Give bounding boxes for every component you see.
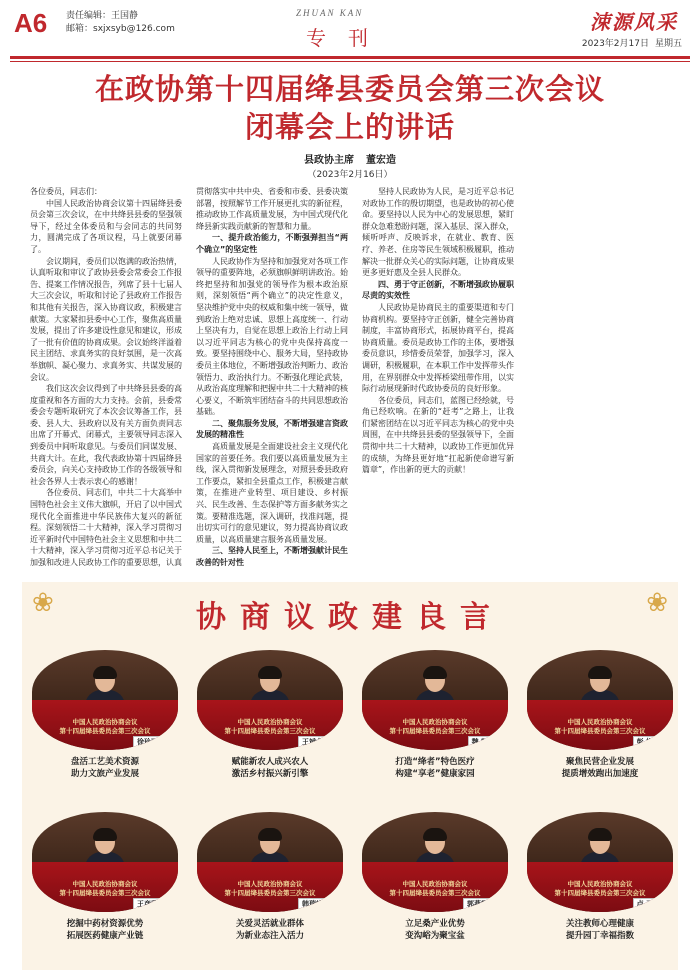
name-tag: 郭燕霞 xyxy=(463,898,492,910)
section-heading: 二、聚焦服务发展，不断增强建言资政发展的精准性 xyxy=(196,418,348,440)
name-tag: 彭 根 xyxy=(633,736,657,748)
article-paragraph: 人民政协作为坚持和加强党对各项工作领导的重要阵地，必须旗帜鲜明讲政治。始终把坚持和加强党的领导作为根本政治原则，深刻领悟“两个确立”的决定性意义，坚决维护党中央的权威和集中统一领导，做到政治上绝对忠诚、思想上高度统一、行动上坚决有力，自觉在思想上政治上行动上同以习近平同志为核心的党中央保持高度一致。要坚持围绕中心、服务大局，坚持政协委员主体地位，不断增强政治判断力、政治领悟力、政治执行力。不断强化理论武装，从政治高度理解和把握中共二十大精神的核心要义，不断筑牢团结奋斗的共同思想政治基础。 xyxy=(196,256,348,417)
delegate-caption: 打造“绛者”特色医疗 构建“享老”健康家园 xyxy=(395,757,475,779)
email-line: 邮箱：sxjxsyb@126.com xyxy=(66,24,175,34)
name-tag: 韩瑞峰 xyxy=(298,898,327,910)
page-number: A6 xyxy=(14,8,48,38)
editor-line: 责任编辑：王国静 xyxy=(66,11,139,21)
podium-banner-text: 中国人民政治协商会议 第十四届绛县委员会第三次会议 xyxy=(554,880,646,897)
delegate-photo xyxy=(362,650,508,750)
flower-ornament-icon: ❀ xyxy=(32,588,54,618)
name-tag: 王彦欣 xyxy=(133,898,162,910)
masthead-logo: 涑源风采 xyxy=(590,10,678,34)
article-body xyxy=(30,186,680,578)
podium-banner-text: 中国人民政治协商会议 第十四届绛县委员会第三次会议 xyxy=(224,880,316,897)
author-org: 县政协主席 xyxy=(304,155,354,166)
article-paragraph: 各位委员、同志们，中共二十大高举中国特色社会主义伟大旗帜，开启了以中国式现代化全面推进中华民族伟大复兴的新征程。深刻领悟二十大精神，深入学习贯彻习近平新时代中国特色社会主义思想和中共二十大精神，深入学习贯彻习近平总书记关于加强和改进人民政协工作的重要思想，认真贯彻落实中共中央、省委和市委、县委决策部署，按照解节工作开展更扎实的新征程，推动政协工作高质量发展，为中国式现代化绛县新实践贡献新的智慧和力量。 xyxy=(30,187,348,567)
section-heading: 一、提升政治能力，不断强弹担当“两个确立”的坚定性 xyxy=(196,233,348,254)
issue-weekday: 星期五 xyxy=(654,39,682,49)
delegate-card xyxy=(32,812,178,942)
header-rule xyxy=(10,56,690,59)
delegate-card xyxy=(197,650,343,780)
headline-line-1: 在政协第十四届绛县委员会第三次会议 xyxy=(94,72,605,106)
delegate-photo xyxy=(197,812,343,912)
issue-date: 2023年2月17日 xyxy=(581,39,649,49)
headline-line-2: 闭幕会上的讲话 xyxy=(244,110,455,144)
delegate-card xyxy=(32,650,178,780)
name-tag: 魏 魁 xyxy=(468,736,492,748)
delegate-photo xyxy=(362,812,508,912)
section-heading: 三、坚持人民至上，不断增强献计民生改善的针对性 xyxy=(196,546,348,567)
delegate-card xyxy=(527,650,673,780)
article-paragraph: 各位委员，同志们，蓝图已经绘就，号角已经吹响。在新的“赶考”之路上，让我们紧密团结在以习近平同志为核心的党中央周围，在中共绛县县委的坚强领导下，全面贯彻中共二十大精神，以政协工作更加优异的成绩，为绛县更好地“扛起新使命谱写新篇章”，作出新的更大的贡献！ xyxy=(362,395,514,475)
delegate-photo xyxy=(32,812,178,912)
article-paragraph: 各位委员，同志们： xyxy=(30,187,102,196)
delegate-caption: 关爱灵活就业群体 为新业态注入活力 xyxy=(235,919,304,941)
podium-banner-text: 中国人民政治协商会议 第十四届绛县委员会第三次会议 xyxy=(59,718,151,735)
delegate-caption: 挖掘中药材资源优势 拓展医药健康产业链 xyxy=(66,919,144,941)
delegate-card xyxy=(527,812,673,942)
delegate-photo xyxy=(527,650,673,750)
delegate-caption: 聚焦民营企业发展 提质增效跑出加速度 xyxy=(561,757,639,779)
author-name: 董宏造 xyxy=(366,155,396,166)
podium-banner-text: 中国人民政治协商会议 第十四届绛县委员会第三次会议 xyxy=(59,880,151,897)
flower-ornament-icon: ❀ xyxy=(646,588,668,618)
delegate-card xyxy=(362,812,508,942)
delegate-card xyxy=(197,812,343,942)
section-pinyin: ZHUAN KAN xyxy=(296,8,364,18)
page-header xyxy=(0,0,700,62)
podium-banner-text: 中国人民政治协商会议 第十四届绛县委员会第三次会议 xyxy=(554,718,646,735)
podium-banner-text: 中国人民政治协商会议 第十四届绛县委员会第三次会议 xyxy=(389,718,481,735)
author-byline xyxy=(0,151,700,166)
speech-date: （2023年2月16日） xyxy=(307,170,393,180)
delegate-photo xyxy=(197,650,343,750)
delegate-caption: 盘活工艺美术资源 助力文旅产业发展 xyxy=(70,757,139,779)
delegate-caption: 关注教师心理健康 提升园丁幸福指数 xyxy=(565,919,634,941)
delegate-photo xyxy=(32,650,178,750)
article-paragraph: 坚持人民政协为人民，是习近平总书记对政协工作的殷切期望，也是政协的初心使命。要坚持以人民为中心的发展思想，紧盯群众急难愁盼问题，深入基层、深入群众，倾听呼声、反映诉求，在就业、教育、医疗、养老、住房等民生领域积极履职，推动解决一批群众关心的实际问题，让协商成果更多更好惠及全县人民群众。 xyxy=(362,187,514,278)
delegate-card xyxy=(362,650,508,780)
article-paragraph: 中国人民政治协商会议第十四届绛县委员会第三次会议，在中共绛县县委的坚强领导下，经过全体委员和与会同志的共同努力，圆满完成了各项议程，马上就要闭幕了。 xyxy=(30,198,182,254)
name-tag: 徐玲丽 xyxy=(133,736,162,748)
editor-info xyxy=(66,10,175,36)
section-heading: 四、勇于守正创新，不断增强政协履职尽责的实效性 xyxy=(362,279,514,301)
feature-title: 协商议政建良言 xyxy=(196,600,504,635)
delegate-photo xyxy=(527,812,673,912)
delegate-caption: 立足桑产业优势 变沟峪为聚宝盆 xyxy=(405,919,465,941)
feature-section xyxy=(22,582,678,970)
podium-banner-text: 中国人民政治协商会议 第十四届绛县委员会第三次会议 xyxy=(224,718,316,735)
article-paragraph: 高质量发展是全面建设社会主义现代化国家的首要任务。我们要以高质量发展为主线，深入贯彻新发展理念，对照县委县政府工作要点，紧扣全县重点工作，积极建言献策，在推进产业转型、项目建设、乡村振兴、民生改善、生态保护等方面多献务实之策。要精准选题，深入调研，找准问题，提出切实可行的意见建议，努力提高协商议政质量，以高质量建言服务高质量发展。 xyxy=(196,442,348,544)
name-tag: 王斌龙 xyxy=(298,736,327,748)
article-paragraph: 人民政协是协商民主的重要渠道和专门协商机构。要坚持守正创新，健全完善协商制度，丰富协商形式，拓展协商平台，提高协商质量。委员是政协工作的主体，要增强委员意识，珍惜委员荣誉，加强学习，深入调研，积极履职，在本职工作中发挥带头作用，在界别群众中发挥桥梁纽带作用，以实际行动展现新时代政协委员的良好形象。 xyxy=(362,302,514,394)
delegate-caption: 赋能新农人成兴农人 激活乡村振兴新引擎 xyxy=(231,757,309,779)
article-paragraph: 我们这次会议得到了中共绛县县委的高度重视和各方面的大力支持。会前，县委常委会专题听取研究了本次会议筹备工作，县委、县人大、县政府以及有关方面负责同志出席了开幕式、闭幕式，主要领导同志深入到委员中间听取意见。与委员们同谋发展、共商大计。在此，我代表政协第十四届绛县委员会，向关心支持政协工作的各级领导和社会各界人士表示衷心的感谢！ xyxy=(30,384,182,486)
header-rule-thin xyxy=(10,61,690,62)
article-paragraph: 会议期间，委员们以饱满的政治热情，认真听取和审议了政协县委会常委会工作报告、提案工作情况报告，列席了县十七届人大三次会议，听取和讨论了县政府工作报告和其他有关报告，深入协商议政，积极建言献策。大家紧扣县委中心工作，聚焦高质量发展，提出了许多建设性意见和建议，形成了一批有价值的协商成果。会议始终洋溢着民主团结、求真务实的良好氛围，是一次高举旗帜、凝心聚力、求真务实、共谋发展的会议。 xyxy=(30,256,182,382)
section-title: 专刊 xyxy=(306,26,390,50)
name-tag: 卢 玉 xyxy=(633,898,657,910)
dateline xyxy=(576,36,682,49)
podium-banner-text: 中国人民政治协商会议 第十四届绛县委员会第三次会议 xyxy=(389,880,481,897)
article-headline xyxy=(0,70,700,146)
